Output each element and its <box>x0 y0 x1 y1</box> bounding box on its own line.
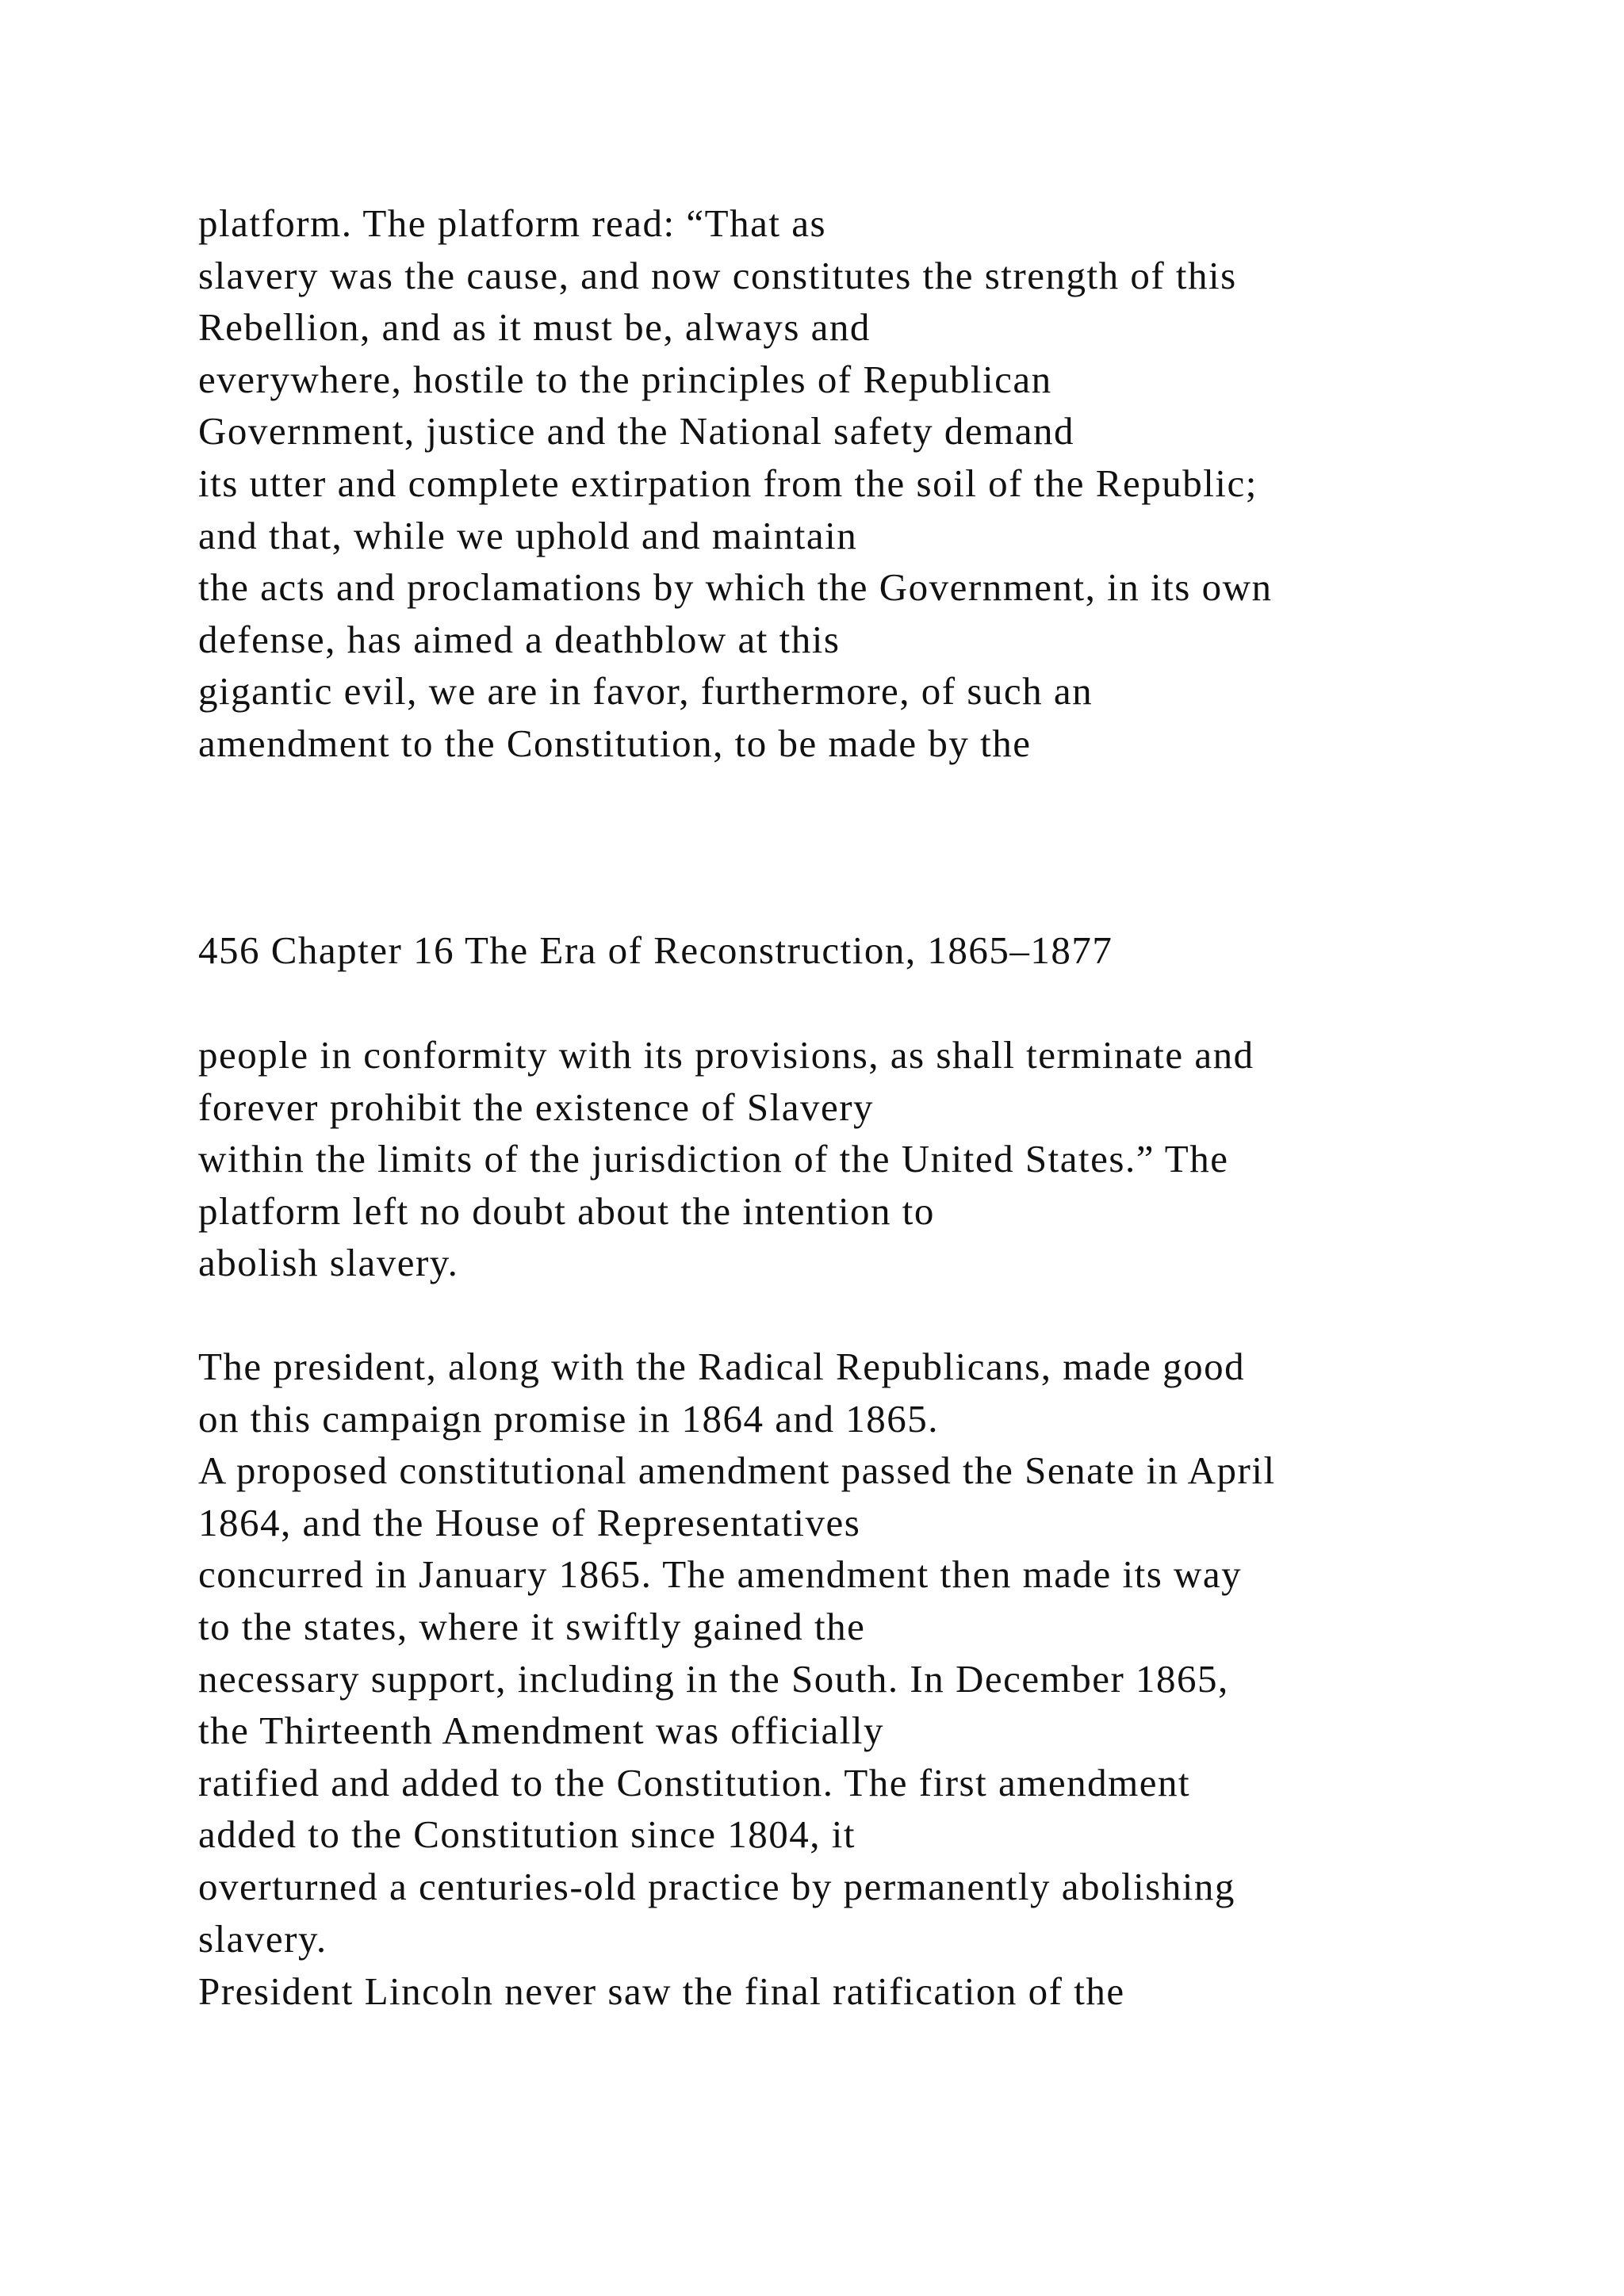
text-line: President Lincoln never saw the final ratification of the <box>198 1969 1125 2013</box>
text-line: 1864, and the House of Representatives <box>198 1500 861 1544</box>
page-header-text: 456 Chapter 16 The Era of Reconstruction, 1865–1877 <box>198 928 1113 972</box>
text-line: A proposed constitutional amendment passed the Senate in April <box>198 1448 1276 1493</box>
text-line: amendment to the Constitution, to be made by the <box>198 721 1032 765</box>
text-line: defense, has aimed a deathblow at this <box>198 617 841 661</box>
text-line: the acts and proclamations by which the Government, in its own <box>198 565 1273 610</box>
paragraph-thirteenth-amendment <box>198 1341 1467 1965</box>
text-line: on this campaign promise in 1864 and 1865. <box>198 1396 939 1441</box>
text-line: overturned a centuries-old practice by permanently abolishing <box>198 1864 1235 1908</box>
text-line: forever prohibit the existence of Slavery <box>198 1085 875 1129</box>
paragraph-platform-quote <box>198 197 1467 770</box>
text-line: Government, justice and the National safety demand <box>198 409 1075 453</box>
text-line: and that, while we uphold and maintain <box>198 513 858 557</box>
paragraph-platform-continuation <box>198 1029 1467 1289</box>
text-line: everywhere, hostile to the principles of Republican <box>198 357 1052 401</box>
text-line: necessary support, including in the South. In December 1865, <box>198 1656 1229 1701</box>
text-line: the Thirteenth Amendment was officially <box>198 1709 884 1753</box>
text-line: slavery. <box>198 1916 327 1961</box>
text-line: concurred in January 1865. The amendment then made its way <box>198 1552 1243 1597</box>
text-line: Rebellion, and as it must be, always and <box>198 305 871 350</box>
text-line: gigantic evil, we are in favor, furthermore, of such an <box>198 669 1094 714</box>
text-line: people in conformity with its provisions, as shall terminate and <box>198 1033 1254 1077</box>
text-line: its utter and complete extirpation from the soil of the Republic; <box>198 461 1258 505</box>
text-line: slavery was the cause, and now constitutes the strength of this <box>198 253 1237 297</box>
paragraph-lincoln <box>198 1965 1467 2018</box>
text-line: to the states, where it swiftly gained the <box>198 1604 866 1648</box>
text-line: within the limits of the jurisdiction of the United States.” The <box>198 1137 1229 1181</box>
text-line: platform. The platform read: “That as <box>198 201 827 245</box>
page-header <box>198 924 1467 977</box>
text-line: The president, along with the Radical Republicans, made good <box>198 1345 1246 1388</box>
text-line: platform left no doubt about the intention to <box>198 1188 935 1233</box>
text-line: abolish slavery. <box>198 1241 459 1285</box>
text-line: added to the Constitution since 1804, it <box>198 1812 856 1857</box>
text-line: ratified and added to the Constitution. The first amendment <box>198 1760 1191 1804</box>
